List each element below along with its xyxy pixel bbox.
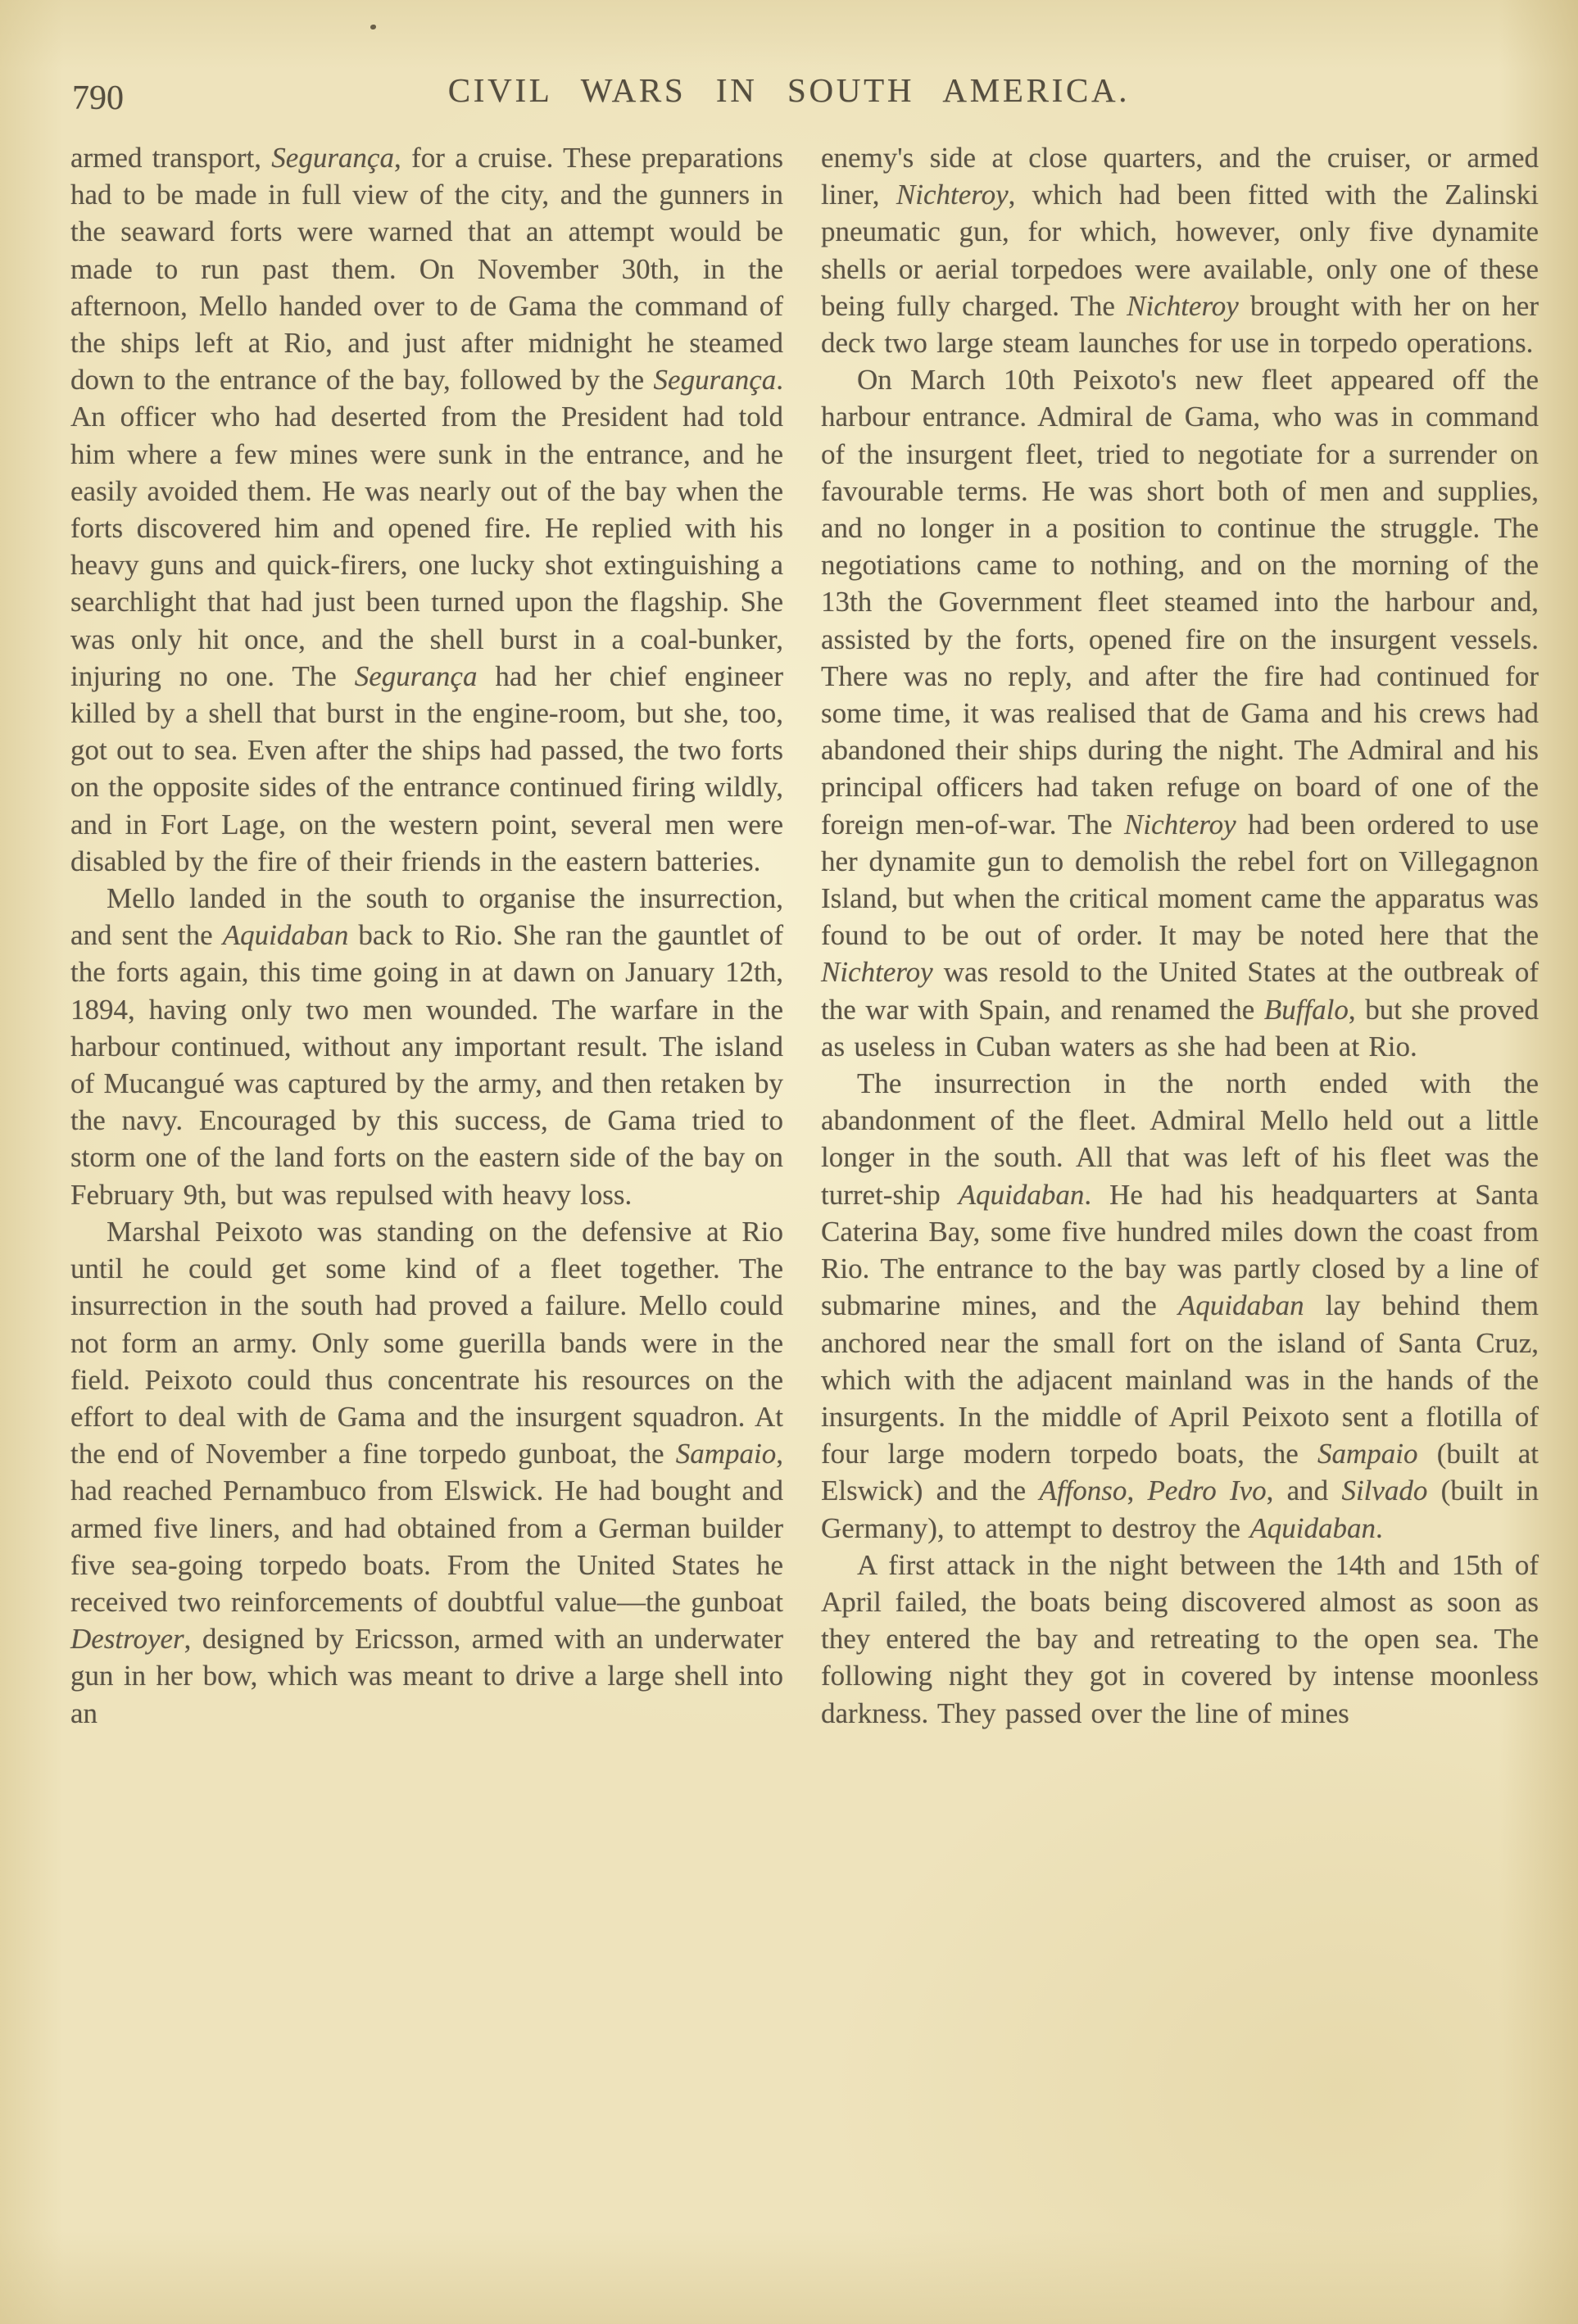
- ship-name: Nichteroy: [896, 179, 1009, 211]
- text-run: lay behind them anchored near the small fort on the island of Santa Cruz, which with the adjacent mainland was in the hands of the insurgents. In the middle of April Peixoto sent a flotilla of four large modern torpedo boats, the: [821, 1289, 1539, 1470]
- text-run: (built at Elswick) and the: [821, 1438, 1539, 1507]
- text-run: enemy's side at close quarters, and the cruiser, or armed liner,: [821, 142, 1539, 211]
- paragraph: [821, 1547, 1539, 1732]
- ship-name: Nichteroy: [821, 956, 933, 989]
- ship-name: Segurança: [354, 659, 478, 692]
- running-head: CIVIL WARS IN SOUTH AMERICA.: [447, 71, 1131, 109]
- text-run: Mello landed in the south to organise the insurrection, and sent the: [70, 882, 783, 952]
- text-run: , and: [1266, 1475, 1342, 1507]
- paragraph: [70, 1213, 783, 1732]
- text-run: .: [1375, 1511, 1383, 1544]
- ship-name: Aquidaban: [222, 919, 349, 952]
- paragraph: [70, 139, 783, 880]
- page-number: 790: [72, 79, 124, 117]
- text-run: back to Rio. She ran the gauntlet of the forts again, this time going in at dawn on January 12th, 1894, having only two men wounded. The warfare in the harbour continued, without any important result. The island of Mucangué was captured by the army, and then retaken by the navy. Encouraged by this success, de Gama tried to storm one of the land forts on the eastern side of the bay on February 9th, but was repulsed with heavy loss.: [70, 919, 783, 1211]
- text-run: , designed by Ericsson, armed with an underwater gun in her bow, which was meant to drive a large shell into an: [70, 1623, 783, 1729]
- ship-name: Buffalo: [1263, 993, 1349, 1026]
- text-run: armed transport,: [70, 142, 272, 174]
- text-run: (built in Germany), to attempt to destroy the: [821, 1475, 1539, 1544]
- ship-name: Pedro Ivo: [1147, 1475, 1267, 1507]
- ship-name: Segurança: [653, 364, 777, 396]
- ship-name: Sampaio: [1317, 1438, 1418, 1470]
- right-column: [821, 139, 1539, 1732]
- ship-name: Aquidaban: [1249, 1511, 1376, 1544]
- ship-name: Segurança: [271, 142, 394, 174]
- text-run: On March 10th Peixoto's new fleet appeared off the harbour entrance. Admiral de Gama, who was in command of the insurgent fleet, tried to negotiate for a surrender on favourable terms. He was short both of men and supplies, and no longer in a position to continue the struggle. The negotiations came to nothing, and on the morning of the 13th the Government fleet steamed into the harbour and, assisted by the forts, opened fire on the insurgent vessels. There was no reply, and after the fire had continued for some time, it was realised that de Gama and his crews had abandoned their ships during the night. The Admiral and his principal officers had taken refuge on board of one of the foreign men-of-war. The: [821, 364, 1539, 840]
- text-run: had her chief engineer killed by a shell that burst in the engine-room, but she, too, got out to sea. Even after the ships had passed, the two forts on the opposite sides of the entrance continued firing wildly, and in Fort Lage, on the western point, several men were disabled by the fire of their friends in the eastern batteries.: [70, 659, 783, 877]
- text-run: A first attack in the night between the 14th and 15th of April failed, the boats being discovered almost as soon as they entered the bay and retreating to the open sea. The following night they got in covered by intense moonless darkness. They passed over the line of mines: [821, 1548, 1539, 1729]
- text-run: . An officer who had deserted from the President had told him where a few mines were sunk in the entrance, and he easily avoided them. He was nearly out of the bay when the forts discovered him and opened fire. He replied with his heavy guns and quick-firers, one lucky shot extinguishing a searchlight that had just been turned upon the flagship. She was only hit once, and the shell burst in a coal-bunker, injuring no one. The: [70, 364, 783, 692]
- ship-name: Destroyer: [70, 1623, 184, 1656]
- paragraph: [821, 1065, 1539, 1547]
- text-run: . He had his headquarters at Santa Caterina Bay, some five hundred miles down the coast from Rio. The entrance to the bay was partly closed by a line of submarine mines, and the: [821, 1178, 1539, 1322]
- paragraph: [821, 139, 1539, 361]
- paragraph: [821, 361, 1539, 1065]
- ship-name: Sampaio: [675, 1438, 777, 1470]
- text-run: , but she proved as useless in Cuban waters as she had been at Rio.: [821, 993, 1539, 1062]
- text-run: , for a cruise. These preparations had to be made in full view of the city, and the gunners in the seaward forts were warned that an attempt would be made to run past them. On November 30th, in the afternoon, Mello handed over to de Gama the command of the ships left at Rio, and just after midnight he steamed down to the entrance of the bay, followed by the: [70, 142, 783, 396]
- ship-name: Silvado: [1341, 1475, 1428, 1507]
- paragraph: [70, 880, 783, 1213]
- ship-name: Nichteroy: [1124, 808, 1236, 840]
- text-run: The insurrection in the north ended with the abandonment of the fleet. Admiral Mello held out a little longer in the south. All that was left of his fleet was the turret-ship: [821, 1067, 1539, 1211]
- text-run: , had reached Pernambuco from Elswick. He had bought and armed five liners, and had obtained from a German builder five sea-going torpedo boats. From the United States he received two reinforcements of doubtful value—the gunboat: [70, 1438, 783, 1618]
- text-run: ,: [1127, 1475, 1148, 1507]
- ship-name: Nichteroy: [1127, 289, 1239, 322]
- ship-name: Affonso: [1039, 1475, 1127, 1507]
- ship-name: Aquidaban: [958, 1178, 1085, 1211]
- text-run: brought with her on her deck two large steam launches for use in torpedo operations.: [821, 289, 1539, 360]
- text-run: , which had been fitted with the Zalinski pneumatic gun, for which, however, only five dynamite shells or aerial torpedoes were available, only one of these being fully charged. The: [821, 179, 1539, 322]
- text-run: Marshal Peixoto was standing on the defensive at Rio until he could get some kind of a fleet together. The insurrection in the south had proved a failure. Mello could not form an army. Only some guerilla bands were in the field. Peixoto could thus concentrate his resources on the effort to deal with de Gama and the insurgent squadron. At the end of November a fine torpedo gunboat, the: [70, 1215, 783, 1470]
- ship-name: Aquidaban: [1177, 1289, 1304, 1322]
- text-run: had been ordered to use her dynamite gun to demolish the rebel fort on Villegagnon Island, but when the critical moment came the apparatus was found to be out of order. It may be noted here that the: [821, 808, 1539, 952]
- left-column: [70, 139, 783, 1732]
- ink-speck: [370, 25, 376, 29]
- text-run: was resold to the United States at the outbreak of the war with Spain, and renamed the: [821, 956, 1539, 1026]
